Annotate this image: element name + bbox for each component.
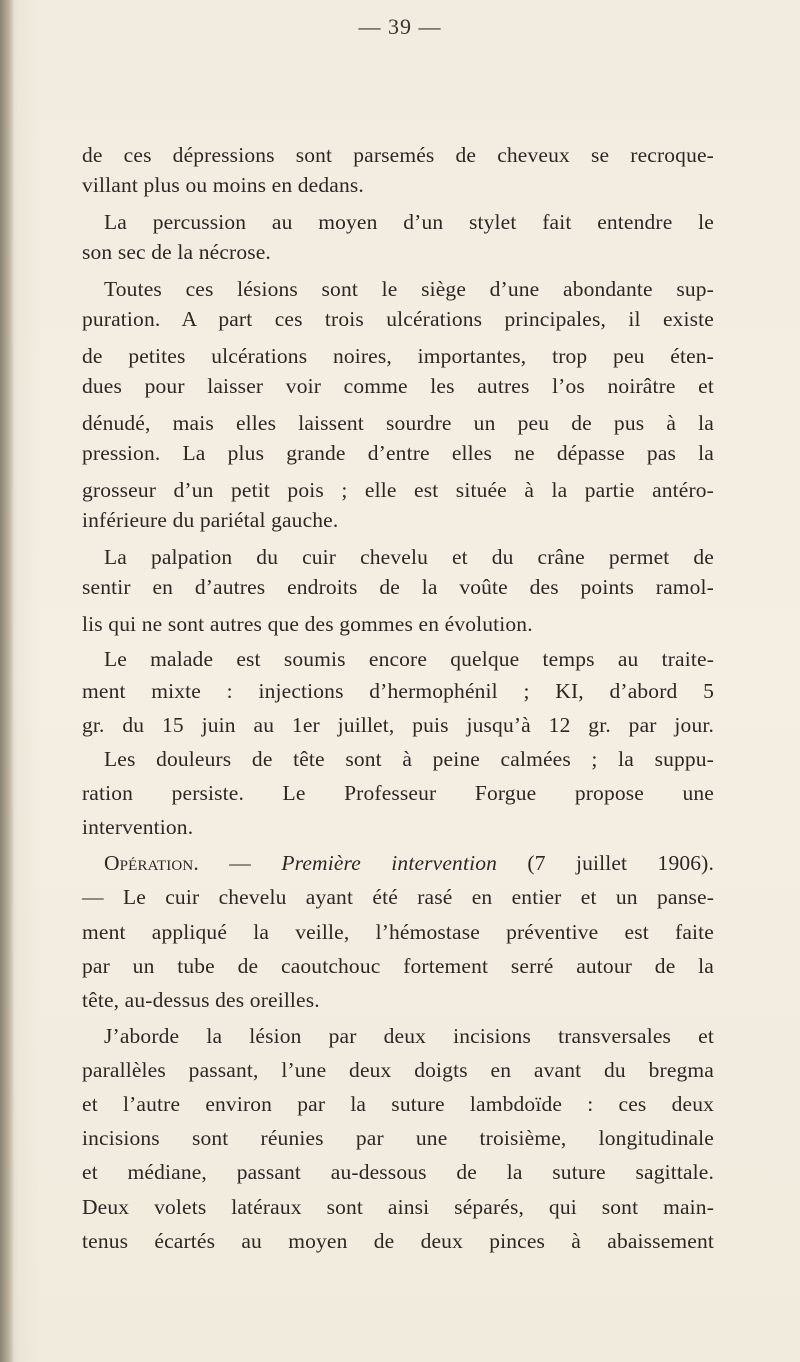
- page-number: — 39 —: [358, 14, 442, 39]
- text-line: grosseur d’un petit pois ; elle est située à la partie antéro-: [82, 478, 714, 502]
- text-line: gr. du 15 juin au 1er juillet, puis jusqu’à 12 gr. par jour.: [82, 713, 714, 737]
- intervention-title: Première intervention: [281, 851, 497, 875]
- text-line: J’aborde la lésion par deux incisions transversales et: [104, 1024, 714, 1048]
- text-line: intervention.: [82, 815, 194, 839]
- text-line: villant plus ou moins en dedans.: [82, 173, 364, 197]
- operation-label: Opération.: [104, 851, 199, 875]
- text-line: parallèles passant, l’une deux doigts en avant du bregma: [82, 1058, 714, 1082]
- text-line: puration. A part ces trois ulcérations principales, il existe: [82, 307, 714, 331]
- text-line: La palpation du cuir chevelu et du crâne permet de: [104, 545, 714, 569]
- operation-heading-line: [82, 848, 714, 878]
- text-line: de ces dépressions sont parsemés de cheveux se recroque-: [82, 143, 714, 167]
- text-line: Les douleurs de tête sont à peine calmées ; la suppu-: [104, 747, 714, 771]
- text-line: dénudé, mais elles laissent sourdre un peu de pus à la: [82, 411, 714, 435]
- text-line: La percussion au moyen d’un stylet fait entendre le: [104, 210, 714, 234]
- text-line: ment appliqué la veille, l’hémostase préventive est faite: [82, 920, 714, 944]
- text-line: son sec de la nécrose.: [82, 240, 271, 264]
- text-line: ration persiste. Le Professeur Forgue propose une: [82, 781, 714, 805]
- dash-separator: —: [198, 851, 282, 875]
- text-line: dues pour laisser voir comme les autres l’os noirâtre et: [82, 374, 714, 398]
- text-line: Deux volets latéraux sont ainsi séparés, qui sont main-: [82, 1195, 714, 1219]
- text-line: tête, au-dessus des oreilles.: [82, 988, 320, 1012]
- text-line: de petites ulcérations noires, importantes, trop peu éten-: [82, 344, 714, 368]
- text-line: Toutes ces lésions sont le siège d’une abondante sup-: [104, 277, 714, 301]
- text-line: inférieure du pariétal gauche.: [82, 508, 339, 532]
- text-line: et l’autre environ par la suture lambdoïde : ces deux: [82, 1092, 714, 1116]
- text-line: sentir en d’autres endroits de la voûte des points ramol-: [82, 575, 714, 599]
- text-line: tenus écartés au moyen de deux pinces à abaissement: [82, 1229, 714, 1253]
- text-line: et médiane, passant au-dessous de la suture sagittale.: [82, 1160, 714, 1184]
- intervention-date: (7 juillet 1906).: [497, 851, 714, 875]
- text-line: Le malade est soumis encore quelque temps au traite-: [104, 647, 714, 671]
- text-line: incisions sont réunies par une troisième, longitudinale: [82, 1126, 714, 1150]
- binding-edge: [0, 0, 14, 1362]
- text-line: pression. La plus grande d’entre elles ne dépasse pas la: [82, 441, 714, 465]
- text-line: par un tube de caoutchouc fortement serré autour de la: [82, 954, 714, 978]
- text-line: — Le cuir chevelu ayant été rasé en entier et un panse-: [82, 885, 714, 909]
- text-line: ment mixte : injections d’hermophénil ; KI, d’abord 5: [82, 679, 714, 703]
- text-line: lis qui ne sont autres que des gommes en évolution.: [82, 612, 533, 636]
